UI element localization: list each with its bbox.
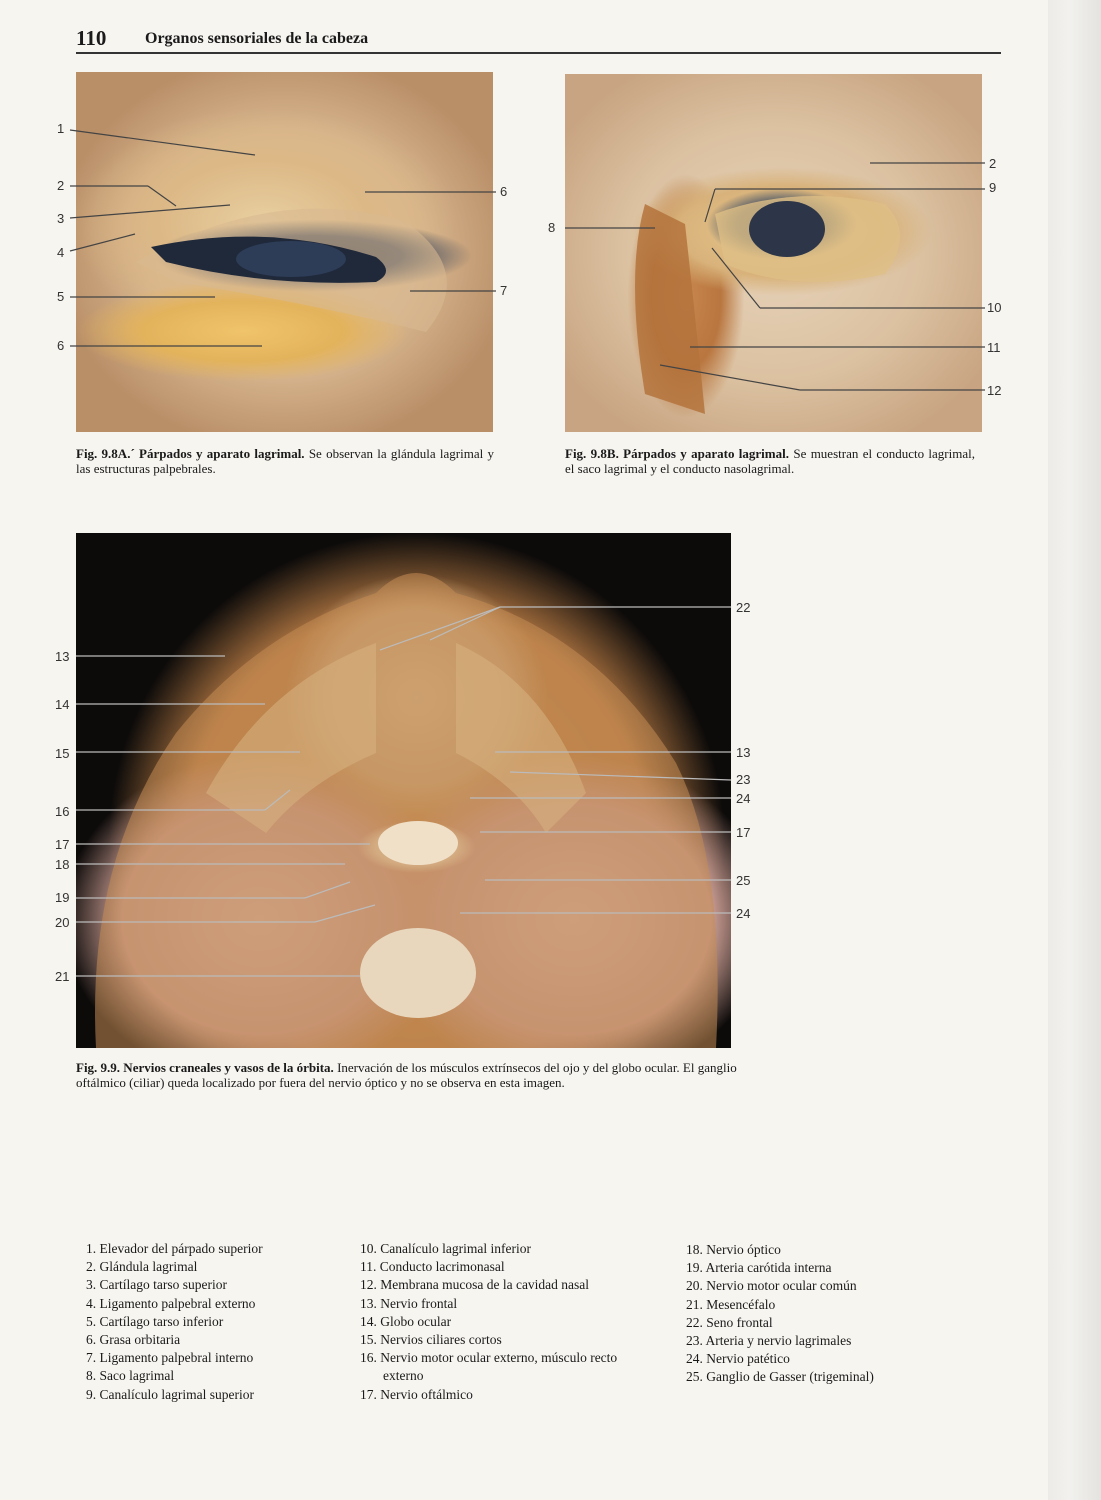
figure-9-8a-label: 2 [57,178,65,193]
legend-column-3 [686,1241,936,1387]
figure-9-9-label: 21 [55,969,70,984]
figure-9-9-caption [76,1060,738,1090]
legend-item: 18. Nervio óptico [686,1242,781,1257]
legend-item: 7. Ligamento palpebral interno [86,1350,254,1366]
figure-9-8b-label: 11 [987,340,1001,355]
figure-9-9-label: 13 [736,745,751,760]
figure-9-8b-label: 8 [548,220,556,235]
figure-9-9-label: 15 [55,746,70,761]
figure-9-9-label: 22 [736,600,751,615]
caption-text: Inervación de los músculos extrínsecos del ojo y del globo ocular. El ganglio oftálmico (ciliar) queda localizado por fuera del nervio óptico y no se observa en esta imagen. [76,1060,737,1090]
caption-title: Fig. 9.9. Nervios craneales y vasos de la órbita. [76,1060,334,1075]
figure-9-8a-label: 6 [57,338,65,353]
legend-item: 2. Glándula lagrimal [86,1259,198,1275]
figure-9-8b-label: 10 [987,300,1002,315]
legend-item: 15. Nervios ciliares cortos [360,1332,502,1348]
legend-item: 6. Grasa orbitaria [86,1332,181,1348]
figure-9-9-label: 25 [736,873,751,888]
legend-item: 23. Arteria y nervio lagrimales [686,1333,852,1349]
figure-9-9-label: 18 [55,857,70,872]
figure-9-9-label: 13 [55,649,70,664]
figure-9-8a-label: 6 [500,184,508,199]
figure-9-8a-label: 3 [57,211,65,226]
figure-9-8a-label: 5 [57,289,65,304]
legend-item: 8. Saco lagrimal [86,1368,175,1384]
legend-item: 10. Canalículo lagrimal inferior [360,1241,531,1256]
figure-9-8b-label: 2 [989,156,997,171]
legend-item: 22. Seno frontal [686,1314,773,1330]
legend-item: 24. Nervio patético [686,1351,790,1367]
legend-item: 20. Nervio motor ocular común [686,1278,857,1294]
legend-item: 4. Ligamento palpebral externo [86,1295,256,1311]
caption-text: Se observan la glándula lagrimal y las estructuras palpebrales. [76,446,495,476]
legend-item: 11. Conducto lacrimonasal [360,1259,505,1275]
legend-item: 14. Globo ocular [360,1313,452,1329]
figure-9-9-label: 17 [55,837,70,852]
legend-item: 16. Nervio motor ocular externo, músculo recto externo [360,1350,618,1384]
figure-9-9-label: 14 [55,697,70,712]
caption-title: Fig. 9.8A.´ Párpados y aparato lagrimal. [76,446,305,461]
figure-9-8b-label: 12 [987,383,1002,398]
figure-9-9-label: 24 [736,791,751,806]
running-title: Organos sensoriales de la cabeza [145,30,369,47]
figure-9-8a-label: 1 [57,121,65,136]
figure-9-9-label: 24 [736,906,751,921]
caption-text: Se muestran el conducto lagrimal, el saco lagrimal y el conducto nasolagrimal. [565,446,975,476]
legend-column-2 [360,1240,650,1404]
caption-title: Fig. 9.8B. Párpados y aparato lagrimal. [565,446,789,461]
figure-9-9-label: 17 [736,825,751,840]
legend-item: 5. Cartílago tarso inferior [86,1313,224,1329]
legend-item: 17. Nervio oftálmico [360,1386,473,1402]
legend-column-1 [86,1240,336,1404]
legend-item: 21. Mesencéfalo [686,1296,776,1312]
legend-item: 3. Cartílago tarso superior [86,1277,227,1293]
legend-item: 12. Membrana mucosa de la cavidad nasal [360,1277,590,1293]
page-number: 110 [76,26,107,50]
legend-item: 13. Nervio frontal [360,1295,458,1311]
figure-9-9-label: 20 [55,915,70,930]
legend-item: 19. Arteria carótida interna [686,1260,832,1276]
figure-9-8a-label: 4 [57,245,65,260]
legend-item: 25. Ganglio de Gasser (trigeminal) [686,1369,874,1385]
legend-item: 1. Elevador del párpado superior [86,1241,263,1256]
legend-item: 9. Canalículo lagrimal superior [86,1386,254,1402]
figure-9-9-label: 19 [55,890,70,905]
figure-9-8a-label: 7 [500,283,508,298]
figure-9-9-label: 23 [736,772,751,787]
figure-9-8b-label: 9 [989,180,997,195]
figure-9-9-label: 16 [55,804,70,819]
